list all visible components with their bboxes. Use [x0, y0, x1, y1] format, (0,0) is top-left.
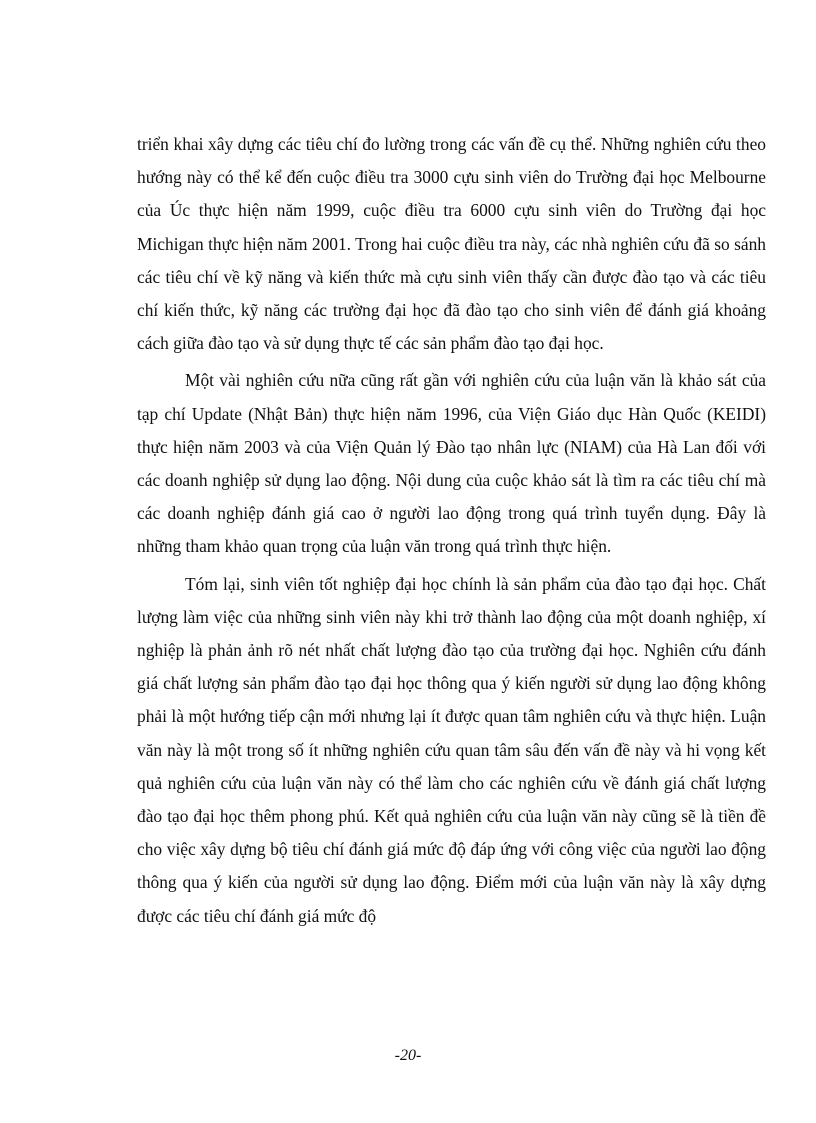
body-text: [137, 128, 766, 937]
paragraph-summary: Tóm lại, sinh viên tốt nghiệp đại học chính là sản phẩm của đào tạo đại học. Chất lượng làm việc của những sinh viên này khi trở thành lao động của một doanh nghiệp, xí nghiệp là phản ảnh rõ nét nhất chất lượng đào tạo của trường đại học. Nghiên cứu đánh giá chất lượng sản phẩm đào tạo đại học thông qua ý kiến người sử dụng lao động không phải là một hướng tiếp cận mới nhưng lại ít được quan tâm nghiên cứu và thực hiện. Luận văn này là một trong số ít những nghiên cứu quan tâm sâu đến vấn đề này và hi vọng kết quả nghiên cứu của luận văn này có thể làm cho các nghiên cứu về đánh giá chất lượng đào tạo đại học thêm phong phú. Kết quả nghiên cứu của luận văn này cũng sẽ là tiền đề cho việc xây dựng bộ tiêu chí đánh giá mức độ đáp ứng với công việc của người lao động thông qua ý kiến của người sử dụng lao động. Điểm mới của luận văn này là xây dựng được các tiêu chí đánh giá mức độ: [137, 573, 766, 926]
paragraph-continuation: triển khai xây dựng các tiêu chí đo lường trong các vấn đề cụ thể. Những nghiên cứu theo hướng này có thể kể đến cuộc điều tra 3000 cựu sinh viên do Trường đại học Melbourne của Úc thực hiện năm 1999, cuộc điều tra 6000 cựu sinh viên do Trường đại học Michigan thực hiện năm 2001. Trong hai cuộc điều tra này, các nhà nghiên cứu đã so sánh các tiêu chí về kỹ năng và kiến thức mà cựu sinh viên thấy cần được đào tạo và các tiêu chí kiến thức, kỹ năng các trường đại học đã đào tạo cho sinh viên để đánh giá khoảng cách giữa đào tạo và sử dụng thực tế các sản phẩm đào tạo đại học.: [137, 134, 766, 354]
paragraph-related-studies: Một vài nghiên cứu nữa cũng rất gần với nghiên cứu của luận văn là khảo sát của tạp chí Update (Nhật Bản) thực hiện năm 1996, của Viện Giáo dục Hàn Quốc (KEIDI) thực hiện năm 2003 và của Viện Quản lý Đào tạo nhân lực (NIAM) của Hà Lan đối với các doanh nghiệp sử dụng lao động. Nội dung của cuộc khảo sát là tìm ra các tiêu chí mà các doanh nghiệp đánh giá cao ở người lao động trong quá trình tuyển dụng. Đây là những tham khảo quan trọng của luận văn trong quá trình thực hiện.: [137, 370, 766, 557]
page-number: -20-: [394, 1047, 422, 1064]
